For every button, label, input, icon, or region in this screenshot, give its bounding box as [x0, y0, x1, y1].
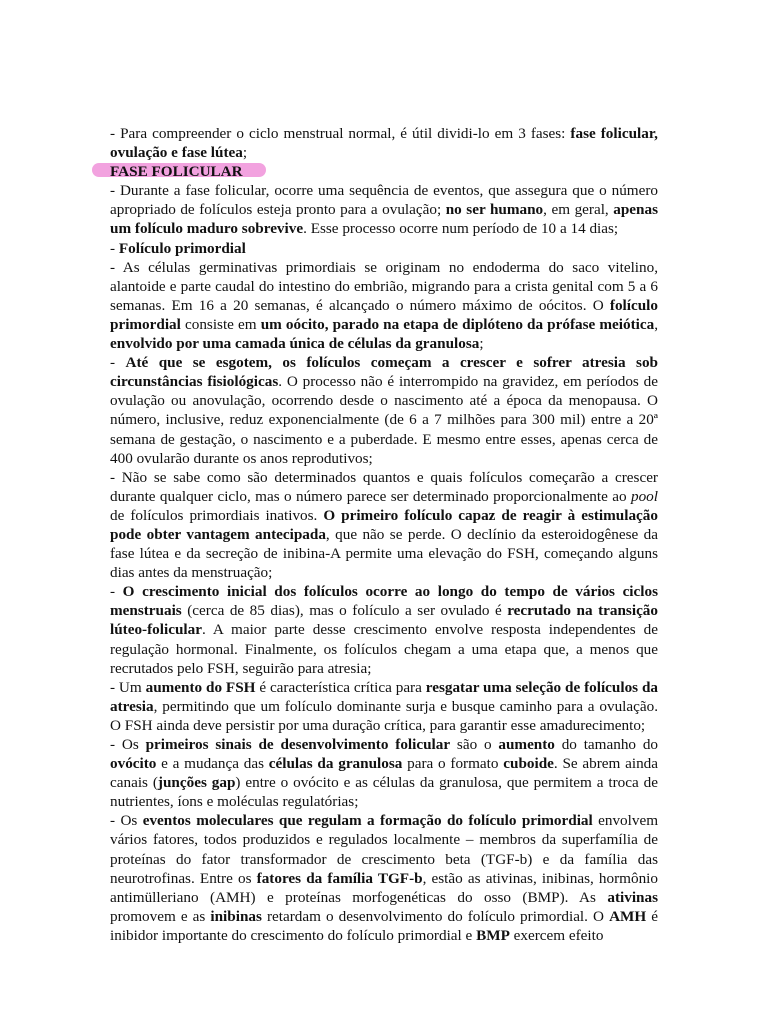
bold-text: células da granulosa: [268, 755, 403, 773]
paragraph-intro: [110, 124, 658, 162]
bold-text: aumento: [498, 736, 555, 753]
text-run: ;: [479, 335, 484, 353]
text-run: é característica crítica para: [255, 678, 426, 696]
paragraph-recrutamento: [110, 468, 658, 583]
paragraph-fase-folicular: [110, 181, 658, 238]
paragraph-aumento-fsh: [110, 678, 658, 735]
bold-text: inibinas: [210, 907, 262, 925]
bold-text: fase folicular, ovulação e fase lútea: [110, 125, 658, 162]
document-body: [110, 124, 658, 945]
text-run: , em geral,: [543, 201, 614, 219]
paragraph-primeiros-sinais: [110, 735, 658, 811]
bold-text: ovócito: [110, 755, 157, 773]
bold-text: envolvido por uma camada única de células da granulosa: [110, 335, 480, 353]
text-run: , estão as ativinas, inibinas, hormônio antimülleriano (AMH) e proteínas morfogenéticas do osso (BMP). As: [110, 869, 658, 906]
text-run: . Esse processo ocorre num período de 10 a 14 dias;: [303, 220, 619, 238]
italic-text: pool: [630, 487, 658, 505]
bold-text: um oócito, parado na etapa de diplóteno da prófase meiótica: [260, 315, 655, 333]
text-run: retardam o desenvolvimento do folículo primordial. O: [261, 907, 610, 925]
text-run: . O processo não é interrompido na gravidez, em períodos de ovulação ou anovulação, ocorrendo desde o nascimento até a época da menopausa. O número, inclusive, reduz exponencialmente (de 6 a 7 milhões para 300 mil) entre a 20ª semana de gestação, o nascimento e a puberdade. E mesmo entre esses, apenas cerca de 400 ovularão durante os anos reprodutivos;: [110, 373, 658, 467]
text-run: , que não se perde. O declínio da esteroidogênese da fase lútea e da secreção de inibina-A permite uma elevação do FSH, começando alguns dias antes da menstruação;: [110, 525, 658, 582]
bold-text: cuboide: [503, 755, 554, 773]
text-run: , permitindo que um folículo dominante surja e busque caminho para a ovulação. O FSH ainda deve persistir por uma duração crítica, para garantir esse amadurecimento;: [110, 697, 658, 734]
bold-text: aumento do FSH: [145, 678, 256, 696]
bold-text: junções gap: [157, 774, 236, 792]
bold-text: folículo primordial: [110, 296, 658, 333]
text-run: -: [110, 354, 126, 372]
paragraph-celulas-germinativas: [110, 258, 658, 353]
text-run: - Não se sabe como são determinados quantos e quais folículos começarão a crescer durante qualquer ciclo, mas o número parece ser determinado proporcionalmente ao: [110, 468, 658, 505]
text-run: é inibidor importante do crescimento do folículo primordial e: [110, 907, 658, 944]
text-run: do tamanho do: [554, 736, 659, 753]
text-run: ) entre o ovócito e as células da granulosa, que permitem a troca de nutrientes, íons e moléculas regulatórias;: [110, 774, 658, 811]
text-run: e a mudança das: [156, 755, 269, 773]
bold-text: O crescimento inicial dos folículos ocorre ao longo do tempo de vários ciclos menstruais: [110, 583, 658, 620]
text-run: são o: [450, 736, 499, 753]
text-run: - Um: [110, 678, 146, 696]
text-run: - Para compreender o ciclo menstrual normal, é útil dividi-lo em 3 fases:: [110, 125, 571, 142]
text-run: ,: [654, 315, 658, 333]
bold-text: apenas um folículo maduro sobrevive: [110, 201, 658, 238]
bold-text: primeiros sinais de desenvolvimento folicular: [145, 736, 451, 753]
bold-text: fatores da família TGF-b: [256, 869, 423, 887]
section-heading: [110, 162, 658, 181]
text-run: - Durante a fase folicular, ocorre uma sequência de eventos, que assegura que o número apropriado de folículos esteja pronto para a ovulação;: [110, 182, 658, 219]
bold-text: AMH: [609, 907, 647, 925]
text-run: . Se abrem ainda canais (: [110, 755, 659, 792]
text-run: -: [110, 239, 119, 257]
text-run: - Os: [110, 736, 146, 753]
bold-text: recrutado na transição lúteo-folicular: [110, 602, 658, 639]
bold-text: no ser humano: [445, 201, 544, 219]
bold-text: ativinas: [607, 888, 658, 906]
bold-text: Até que se esgotem, os folículos começam a crescer e sofrer atresia sob circunstâncias fisiológicas: [110, 354, 659, 391]
bold-text: eventos moleculares que regulam a formação do folículo primordial: [142, 812, 593, 830]
text-run: promovem e as: [110, 907, 211, 925]
text-run: exercem efeito: [509, 926, 604, 944]
text-run: (cerca de 85 dias), mas o folículo a ser ovulado é: [181, 602, 508, 620]
bold-text: resgatar uma seleção de folículos da atresia: [110, 678, 658, 715]
text-run: consiste em: [180, 315, 261, 333]
paragraph-atresia: [110, 353, 658, 468]
bold-text: Folículo primordial: [118, 239, 246, 257]
text-run: ;: [242, 144, 248, 162]
text-run: - Os: [110, 812, 143, 830]
text-run: envolvem vários fatores, todos produzidos e regulados localmente – membros da superfamília de proteínas do fator transformador de crescimento beta (TGF-b) e da família das neurotrofinas. Entre os: [110, 812, 659, 887]
paragraph-crescimento-inicial: [110, 582, 658, 677]
text-run: - As células germinativas primordiais se originam no endoderma do saco vitelino, alantoide e parte caudal do intestino do embrião, migrando para a crista genital com 5 a 6 semanas. Em 16 a 20 semanas, é alcançado o número máximo de oócitos. O: [110, 258, 658, 314]
paragraph-eventos-moleculares: [110, 811, 658, 945]
text-run: . A maior parte desse crescimento envolve resposta independentes de regulação hormonal. Finalmente, os folículos chegam a uma etapa que, a menos que recrutados pelo FSH, seguirão para atresia;: [110, 621, 658, 677]
bold-text: O primeiro folículo capaz de reagir à estimulação pode obter vantagem antecipada: [110, 506, 658, 543]
text-run: de folículos primordiais inativos.: [110, 506, 324, 524]
bold-text: BMP: [476, 926, 510, 944]
paragraph-foliculo-primordial-title: [110, 239, 658, 258]
section-heading-text: FASE FOLICULAR: [110, 163, 243, 181]
text-run: para o formato: [402, 755, 504, 773]
text-run: -: [110, 583, 123, 601]
